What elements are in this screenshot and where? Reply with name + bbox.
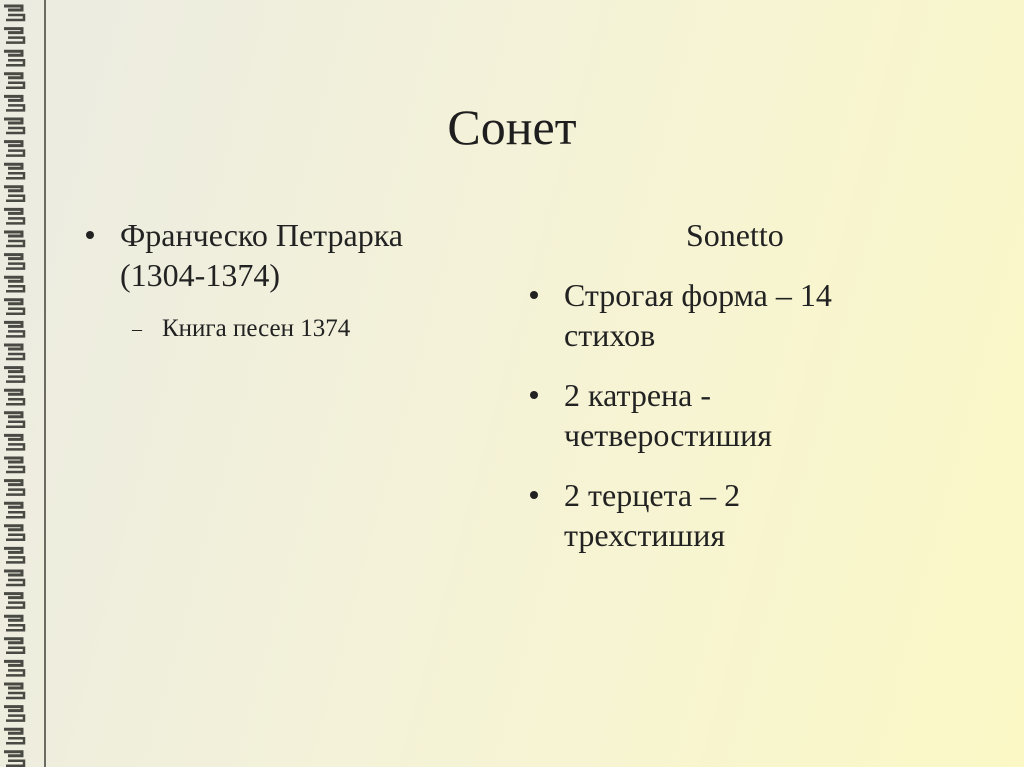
binding-ring-icon	[4, 29, 24, 43]
binding-ring-icon	[4, 571, 24, 585]
binding-ring-icon	[4, 232, 24, 246]
binding-ring-icon	[4, 548, 24, 562]
binding-ring-icon	[4, 458, 24, 472]
binding-ring-icon	[4, 503, 24, 517]
sub-item-text: Книга песен 1374	[162, 315, 351, 342]
binding-ring-icon	[4, 187, 24, 201]
binding-ring-icon	[4, 6, 24, 20]
sonetto-heading: Sonetto	[686, 217, 784, 253]
bullet-dot-icon	[530, 291, 538, 299]
binding-ring-icon	[4, 209, 24, 223]
binding-ring-icon	[4, 639, 24, 653]
bullet-item-form	[530, 275, 880, 355]
binding-ring-icon	[4, 526, 24, 540]
binding-ring-icon	[4, 255, 24, 269]
bullet-dot-icon	[530, 391, 538, 399]
binding-ring-icon	[4, 729, 24, 743]
binding-ring-icon	[4, 322, 24, 336]
right-column	[530, 215, 880, 555]
bullet-text: Строгая форма – 14 стихов	[564, 277, 832, 353]
bullet-text: 2 терцета – 2 трехстишия	[564, 477, 741, 553]
binding-ring-icon	[4, 368, 24, 382]
left-column	[86, 215, 466, 345]
dash-marker: –	[132, 318, 142, 340]
binding-ring-icon	[4, 435, 24, 449]
binding-ring-icon	[4, 300, 24, 314]
binding-ring-icon	[4, 684, 24, 698]
binding-ring-icon	[4, 51, 24, 65]
binding-ring-icon	[4, 752, 24, 766]
binding-ring-icon	[4, 74, 24, 88]
sub-item-book	[86, 313, 466, 345]
binding-ring-icon	[4, 481, 24, 495]
bullet-dot-icon	[86, 231, 94, 239]
binding-ring-icon	[4, 707, 24, 721]
bullet-item-tercets	[530, 475, 880, 555]
bullet-item-quatrains	[530, 375, 880, 455]
binding-ring-icon	[4, 164, 24, 178]
binding-ring-icon	[4, 661, 24, 675]
binding-ring-icon	[4, 390, 24, 404]
binding-ring-icon	[4, 594, 24, 608]
binding-ring-icon	[4, 413, 24, 427]
bullet-dot-icon	[530, 491, 538, 499]
binding-ring-icon	[4, 616, 24, 630]
binding-ring-icon	[4, 345, 24, 359]
bullet-item-petrarch	[86, 215, 466, 295]
slide-title: Сонет	[447, 99, 577, 155]
bullet-text: 2 катрена - четверостишия	[564, 377, 772, 453]
bullet-text: Франческо Петрарка (1304-1374)	[120, 217, 403, 293]
binding-ring-icon	[4, 277, 24, 291]
